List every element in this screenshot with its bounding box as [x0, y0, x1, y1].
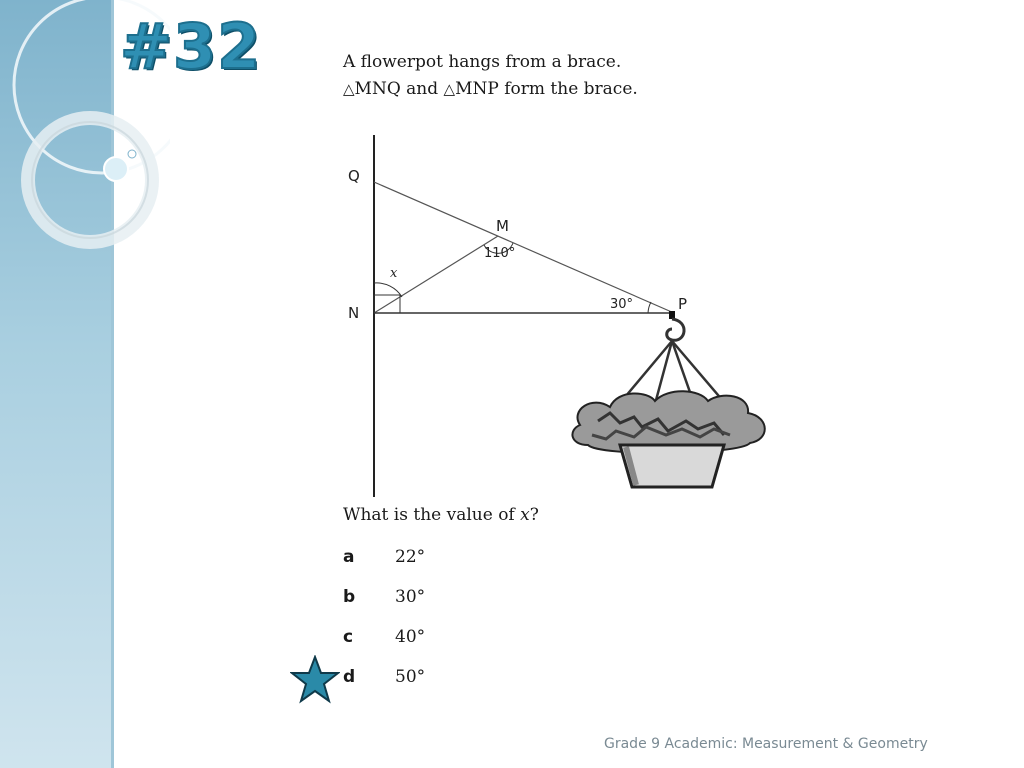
choice-letter: d — [343, 667, 356, 687]
question-stem: What is the value of — [343, 505, 521, 525]
choice-value: 50° — [395, 667, 426, 687]
point-label-q: Q — [348, 167, 360, 185]
choice-letter: b — [343, 587, 356, 607]
slide-number: #32 — [120, 10, 262, 83]
angle-label-m: 110° — [484, 246, 516, 261]
choice-letter: c — [343, 627, 354, 647]
angle-label-p: 30° — [610, 297, 634, 312]
point-label-m: M — [496, 217, 509, 235]
angle-label-x: x — [390, 266, 398, 281]
star-icon — [290, 655, 340, 705]
choice-value: 40° — [395, 627, 426, 647]
point-label-n: N — [348, 304, 360, 322]
brace-diagram — [330, 125, 790, 500]
question-end: ? — [529, 505, 539, 525]
question-variable: x — [520, 505, 530, 525]
triangle-symbol: △ — [343, 80, 355, 98]
hook-icon — [667, 311, 684, 340]
problem-prompt — [343, 49, 638, 103]
prompt-rest: form the brace. — [498, 79, 638, 99]
footer-course: Grade 9 Academic: Measurement & Geometry — [604, 736, 928, 752]
flowerpot-icon — [572, 341, 764, 487]
prompt-line-2 — [343, 76, 638, 103]
point-label-p: P — [678, 295, 688, 313]
segment-qp — [374, 182, 674, 313]
choice-value: 30° — [395, 587, 426, 607]
prompt-line-1: A flowerpot hangs from a brace. — [343, 52, 622, 72]
triangle-symbol: △ — [443, 80, 456, 98]
prompt-and: and — [400, 79, 444, 99]
question-text — [343, 505, 539, 525]
triangle-mnp: MNP — [455, 79, 499, 99]
choice-value: 22° — [395, 547, 426, 567]
choice-letter: a — [343, 547, 355, 567]
angle-arc-p — [648, 302, 651, 313]
triangle-mnq: MNQ — [354, 79, 401, 99]
